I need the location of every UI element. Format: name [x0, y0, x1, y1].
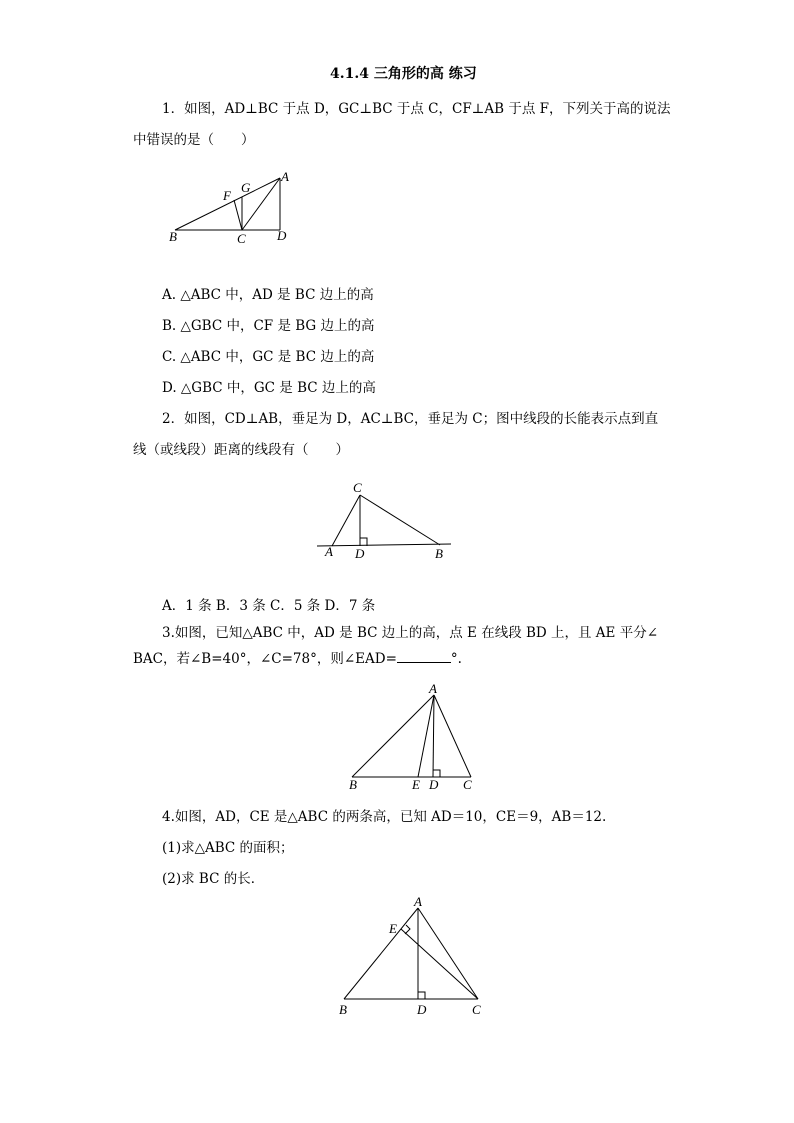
q1-label-g: G: [241, 180, 251, 195]
q3-stem-end: °.: [450, 651, 462, 667]
q1-stem-line1: 1．如图，AD⊥BC 于点 D，GC⊥BC 于点 C，CF⊥AB 于点 F，下列关于高的说法: [162, 101, 671, 117]
q4-label-d: D: [417, 1002, 427, 1017]
page-title: 4.1.4 三角形的高 练习: [330, 66, 477, 82]
q1-label-a: A: [281, 169, 289, 184]
q1-label-f: F: [223, 188, 231, 203]
q3-label-a: A: [429, 681, 437, 696]
q1-option-a: A. △ABC 中，AD 是 BC 边上的高: [162, 287, 374, 303]
q1-label-d: D: [277, 228, 287, 243]
q1-option-b: B. △GBC 中，CF 是 BG 边上的高: [162, 318, 375, 334]
q2-stem-line2: 线（或线段）距离的线段有（ ）: [133, 442, 349, 458]
q2-label-b: B: [435, 546, 443, 561]
q2-options: A．1 条 B．3 条 C．5 条 D．7 条: [162, 598, 376, 614]
q4-label-e: E: [389, 921, 397, 936]
q4-label-a: A: [414, 894, 422, 909]
q3-label-b: B: [349, 777, 357, 792]
q2-figure: [315, 480, 465, 560]
q3-answer-blank[interactable]: [397, 650, 451, 663]
q1-option-d: D. △GBC 中，GC 是 BC 边上的高: [162, 380, 376, 396]
q2-label-c: C: [353, 480, 362, 495]
q4-part-2: (2)求 BC 的长．: [162, 871, 265, 887]
q3-figure: [345, 683, 485, 793]
q3-label-d: D: [429, 777, 439, 792]
q4-stem: 4.如图，AD，CE 是△ABC 的两条高，已知 AD＝10，CE＝9，AB＝12.: [162, 809, 607, 825]
q4-label-b: B: [339, 1002, 347, 1017]
q4-label-c: C: [472, 1002, 481, 1017]
q2-label-d: D: [355, 546, 365, 561]
q1-stem-line2: 中错误的是（ ）: [133, 132, 255, 148]
q4-part-1: (1)求△ABC 的面积；: [162, 840, 294, 856]
q1-label-b: B: [169, 229, 177, 244]
q1-label-c: C: [237, 231, 246, 246]
q1-option-c: C. △ABC 中，GC 是 BC 边上的高: [162, 349, 375, 365]
q3-stem-text: BAC，若∠B=40°，∠C=78°，则∠EAD=: [133, 651, 397, 667]
q3-label-c: C: [463, 777, 472, 792]
q1-figure: [165, 170, 325, 250]
q4-figure: [335, 893, 495, 1018]
q3-label-e: E: [412, 777, 420, 792]
q2-stem-line1: 2．如图，CD⊥AB，垂足为 D，AC⊥BC，垂足为 C；图中线段的长能表示点到直: [162, 411, 659, 427]
q2-label-a: A: [325, 544, 333, 559]
q3-stem-line1: 3.如图，已知△ABC 中，AD 是 BC 边上的高，点 E 在线段 BD 上，且 AE 平分∠: [162, 625, 659, 641]
q3-stem-line2: [133, 650, 462, 668]
